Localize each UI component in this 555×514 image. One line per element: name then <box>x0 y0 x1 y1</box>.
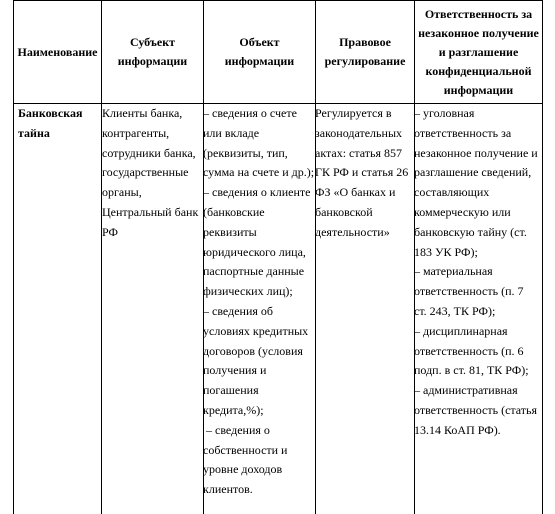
info-table <box>13 0 543 514</box>
table-border <box>542 0 543 514</box>
header-name: Наименование <box>17 44 98 59</box>
row-regulation-cell: Регулируется в законодательных актах: статья 857 ГК РФ и статья 26 ФЗ «О банках и банковской деятельности» <box>315 106 409 239</box>
header-regulation: Правовое регулирование <box>324 35 406 68</box>
table-border <box>13 0 543 1</box>
header-object: Объект информации <box>224 35 295 68</box>
header-liability: Ответственность за незаконное получение и разглашение конфиденциальной информации <box>418 6 539 97</box>
row-liability-cell: – уголовная ответственность за незаконное получение и разглашение сведений, составляющих коммерческую или банковскую тайну (ст. 183 УК РФ); – материальная ответственность (п. 7 ст. 243, ТК РФ); – дисциплинарная ответственность (п. 6 подп. в ст. 81, ТК РФ); – административная ответственность (статья 13.14 КоАП РФ). <box>414 106 538 437</box>
row-object-cell: – сведения о счете или вкладе (реквизиты, тип, сумма на счете и др.); – сведения о клиенте (банковские реквизиты юридического лица, паспортные данные физических лиц); – сведения об условиях кредитных договоров (условия получения и погашения кредита,%); – сведения о собственности и уровне доходов клиентов. <box>203 106 315 497</box>
row-subject-cell: Клиенты банка, контрагенты, сотрудники банка, государственные органы, Центральный банк РФ <box>102 106 199 239</box>
header-subject: Субъект информации <box>117 35 188 68</box>
row-name-cell: Банковская тайна <box>18 106 83 140</box>
